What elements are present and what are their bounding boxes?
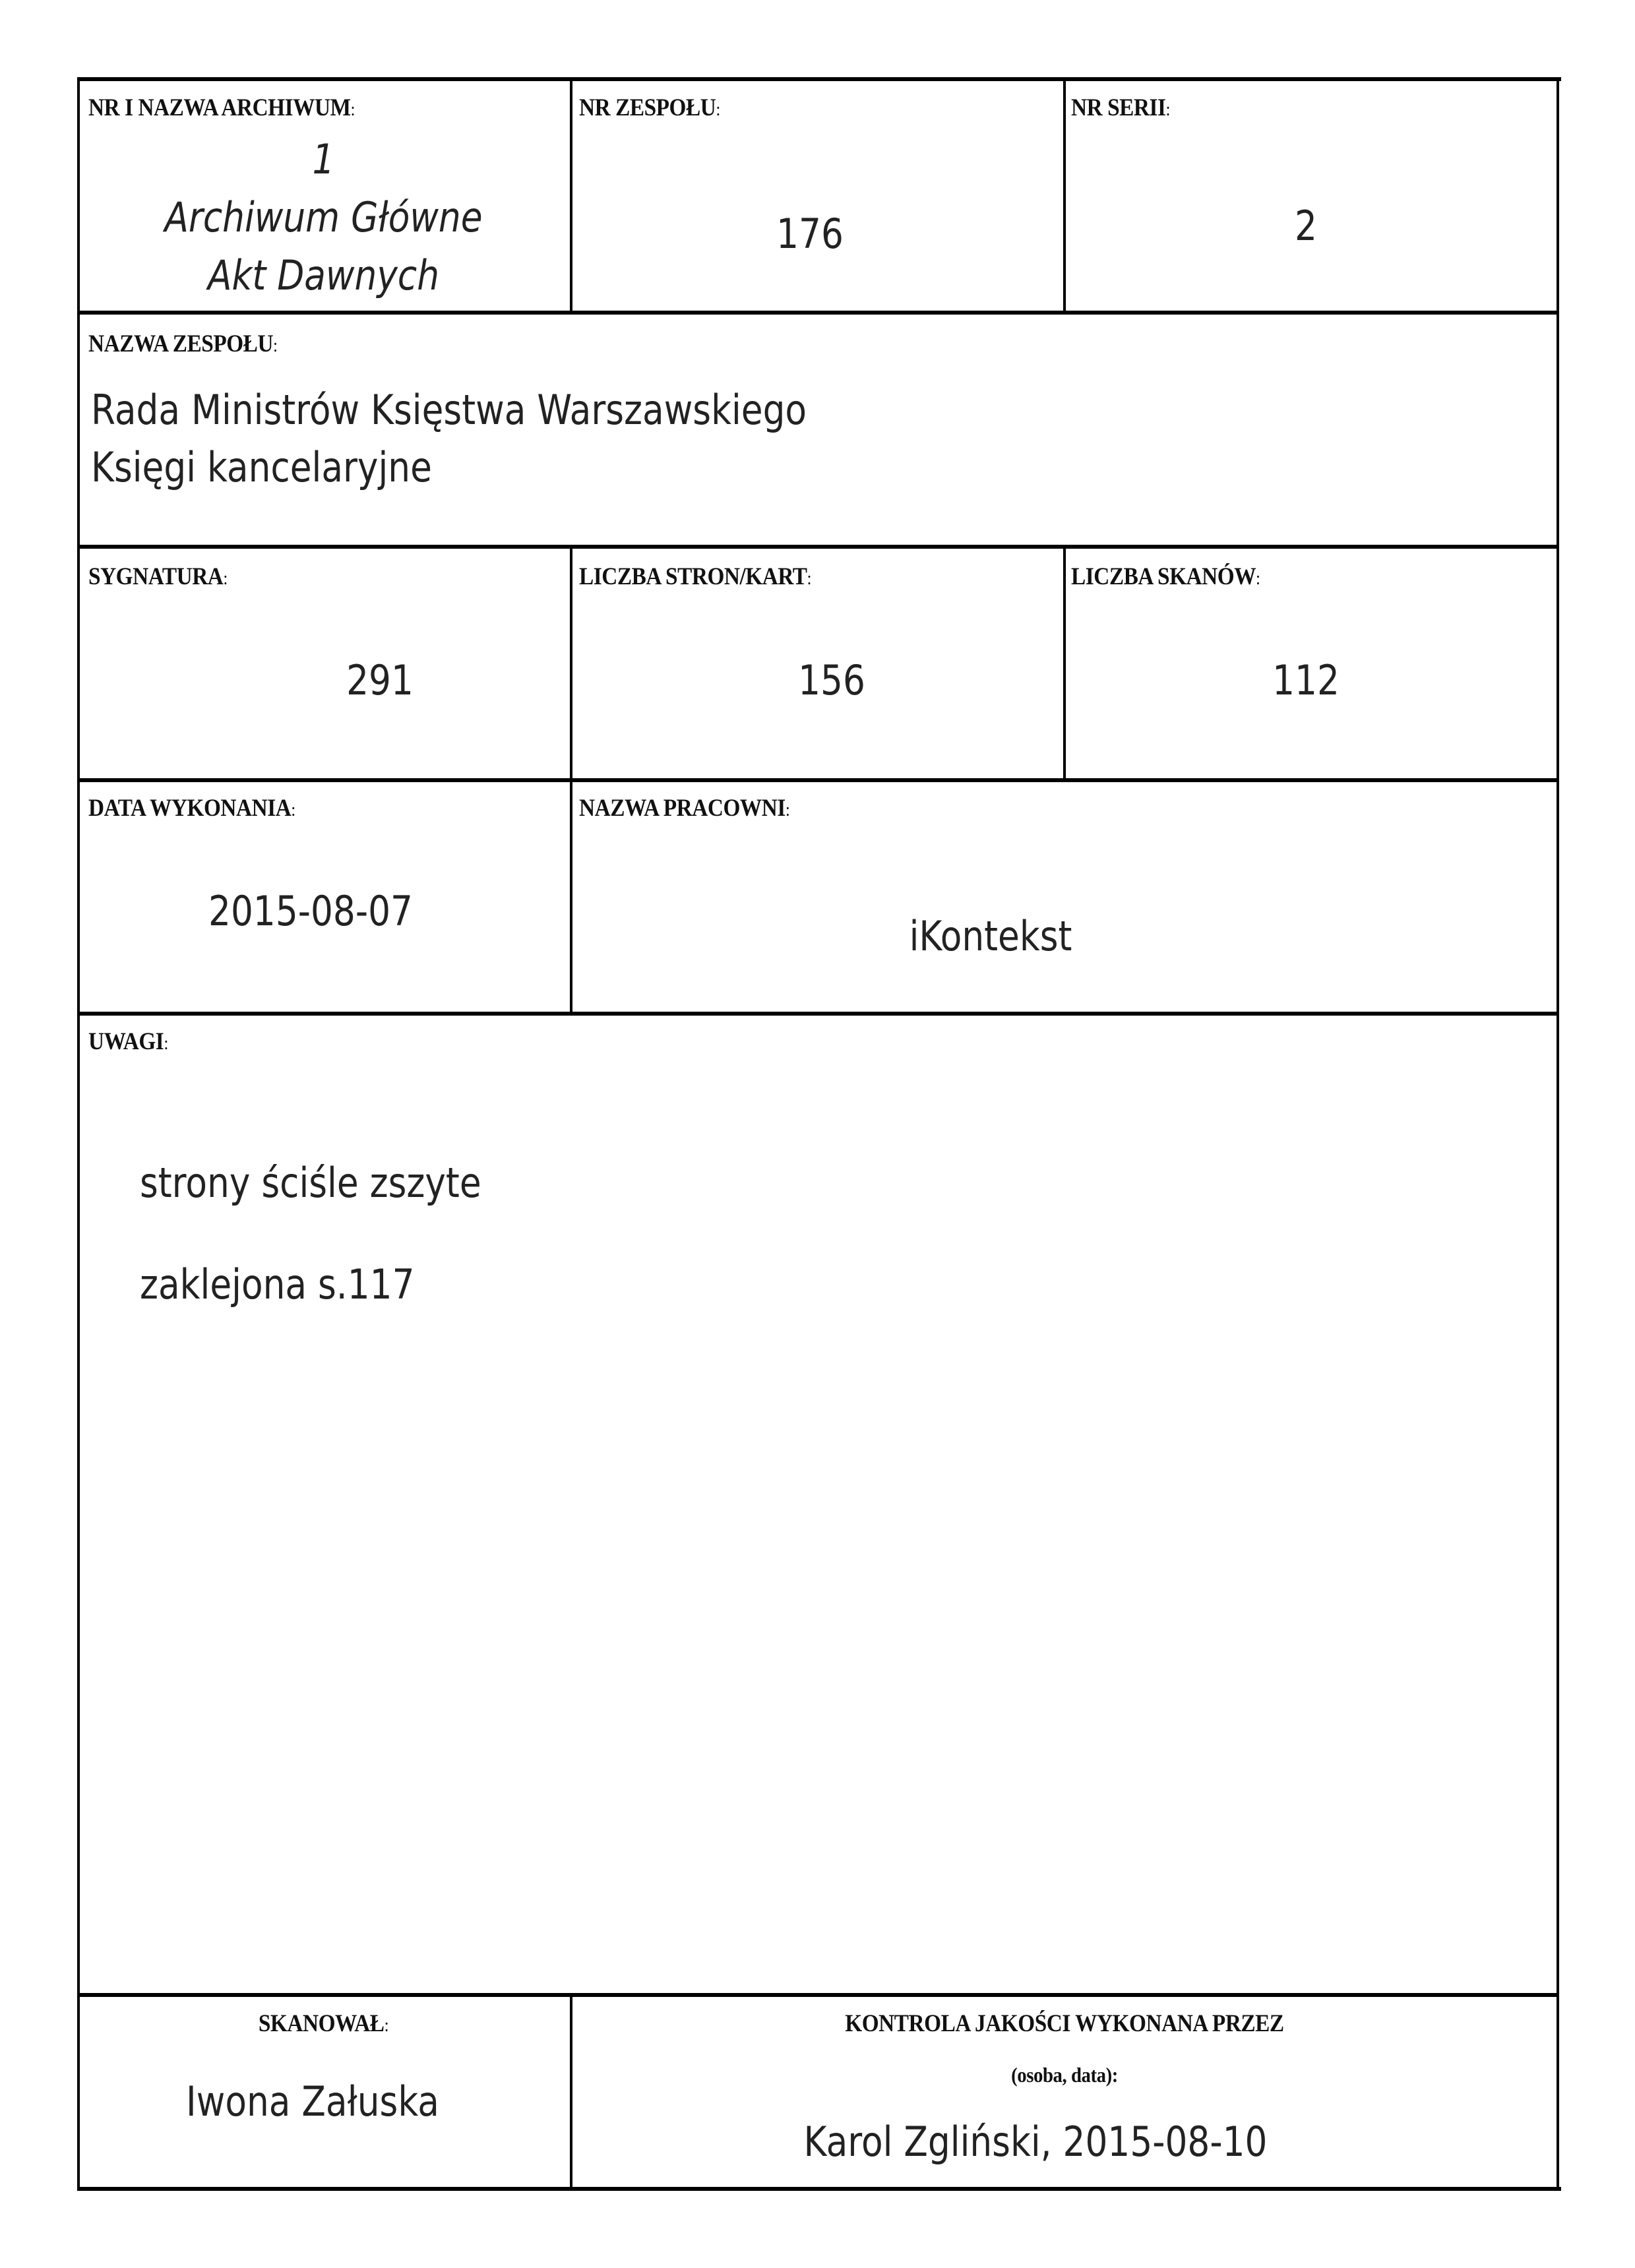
archive-label-text: NR I NAZWA ARCHIWUM bbox=[88, 94, 351, 121]
page-count-value: 156 bbox=[798, 656, 865, 704]
date-value: 2015-08-07 bbox=[208, 887, 413, 935]
colon: : bbox=[273, 336, 278, 356]
scanned-by-label-text: SKANOWAŁ bbox=[258, 2010, 385, 2037]
remarks-label-text: UWAGI bbox=[88, 1028, 164, 1055]
scan-count-label bbox=[1071, 563, 1260, 591]
fonds-name-label-text: NAZWA ZESPOŁU bbox=[88, 330, 274, 357]
col-divider-r1-a bbox=[570, 77, 572, 313]
colon: : bbox=[807, 568, 812, 589]
studio-value: iKontekst bbox=[909, 912, 1072, 960]
quality-control-sublabel: (osoba, data): bbox=[1011, 2063, 1118, 2087]
row-divider-4 bbox=[77, 1012, 1559, 1016]
studio-label bbox=[579, 794, 789, 822]
page-count-label-text: LICZBA STRON/KART bbox=[579, 563, 807, 590]
row-divider-3 bbox=[77, 778, 1559, 782]
scanned-by-value: Iwona Załuska bbox=[186, 2077, 439, 2126]
scanned-by-label bbox=[102, 2009, 545, 2038]
fonds-name-line1: Rada Ministrów Księstwa Warszawskiego bbox=[91, 386, 807, 434]
series-number-label-text: NR SERII bbox=[1071, 94, 1166, 121]
scan-count-label-text: LICZBA SKANÓW bbox=[1071, 563, 1256, 590]
col-divider-r1-b bbox=[1063, 77, 1066, 313]
remarks-line-2: zaklejona s.117 bbox=[140, 1260, 415, 1308]
colon: : bbox=[716, 100, 720, 120]
signature-label bbox=[88, 563, 228, 591]
fonds-number-label bbox=[579, 94, 720, 122]
archive-name-line1: Archiwum Główne bbox=[164, 193, 483, 241]
border-right bbox=[1557, 77, 1559, 2191]
scan-count-value: 112 bbox=[1272, 656, 1340, 704]
col-divider-footer bbox=[570, 1995, 572, 2189]
quality-control-label-text: KONTROLA JAKOŚCI WYKONANA PRZEZ bbox=[845, 2010, 1284, 2037]
remarks-line-1: strony ściśle zszyte bbox=[140, 1159, 481, 1207]
colon: : bbox=[350, 100, 355, 120]
col-divider-r3-a bbox=[570, 547, 572, 780]
page-count-label bbox=[579, 563, 811, 591]
archive-label bbox=[88, 94, 355, 122]
fonds-number-label-text: NR ZESPOŁU bbox=[579, 94, 716, 121]
colon: : bbox=[384, 2015, 389, 2036]
row-divider-2 bbox=[77, 545, 1559, 549]
quality-control-value: Karol Zgliński, 2015-08-10 bbox=[803, 2118, 1268, 2166]
col-divider-r4 bbox=[570, 780, 572, 1014]
quality-control-label bbox=[622, 2009, 1508, 2038]
row-divider-1 bbox=[77, 311, 1559, 315]
colon: : bbox=[164, 1033, 168, 1054]
colon: : bbox=[223, 568, 228, 589]
signature-value: 291 bbox=[346, 656, 414, 704]
fonds-number-value: 176 bbox=[776, 210, 844, 258]
colon: : bbox=[785, 800, 790, 820]
col-divider-r3-b bbox=[1063, 547, 1066, 780]
border-top bbox=[77, 77, 1561, 81]
archive-number: 1 bbox=[312, 135, 335, 183]
colon: : bbox=[1256, 568, 1260, 589]
date-label-text: DATA WYKONANIA bbox=[88, 795, 292, 822]
border-left bbox=[77, 77, 80, 2191]
studio-label-text: NAZWA PRACOWNI bbox=[579, 795, 786, 822]
border-bottom bbox=[77, 2187, 1561, 2191]
date-label bbox=[88, 794, 295, 822]
colon: : bbox=[291, 800, 295, 820]
series-number-value: 2 bbox=[1295, 202, 1317, 250]
signature-label-text: SYGNATURA bbox=[88, 563, 224, 590]
row-divider-5 bbox=[77, 1993, 1559, 1997]
remarks-label bbox=[88, 1027, 168, 1056]
series-number-label bbox=[1071, 94, 1170, 122]
fonds-name-line2: Księgi kancelaryjne bbox=[91, 443, 432, 491]
colon: : bbox=[1165, 100, 1171, 120]
archive-name-line2: Akt Dawnych bbox=[207, 251, 440, 299]
fonds-name-label bbox=[88, 330, 278, 358]
